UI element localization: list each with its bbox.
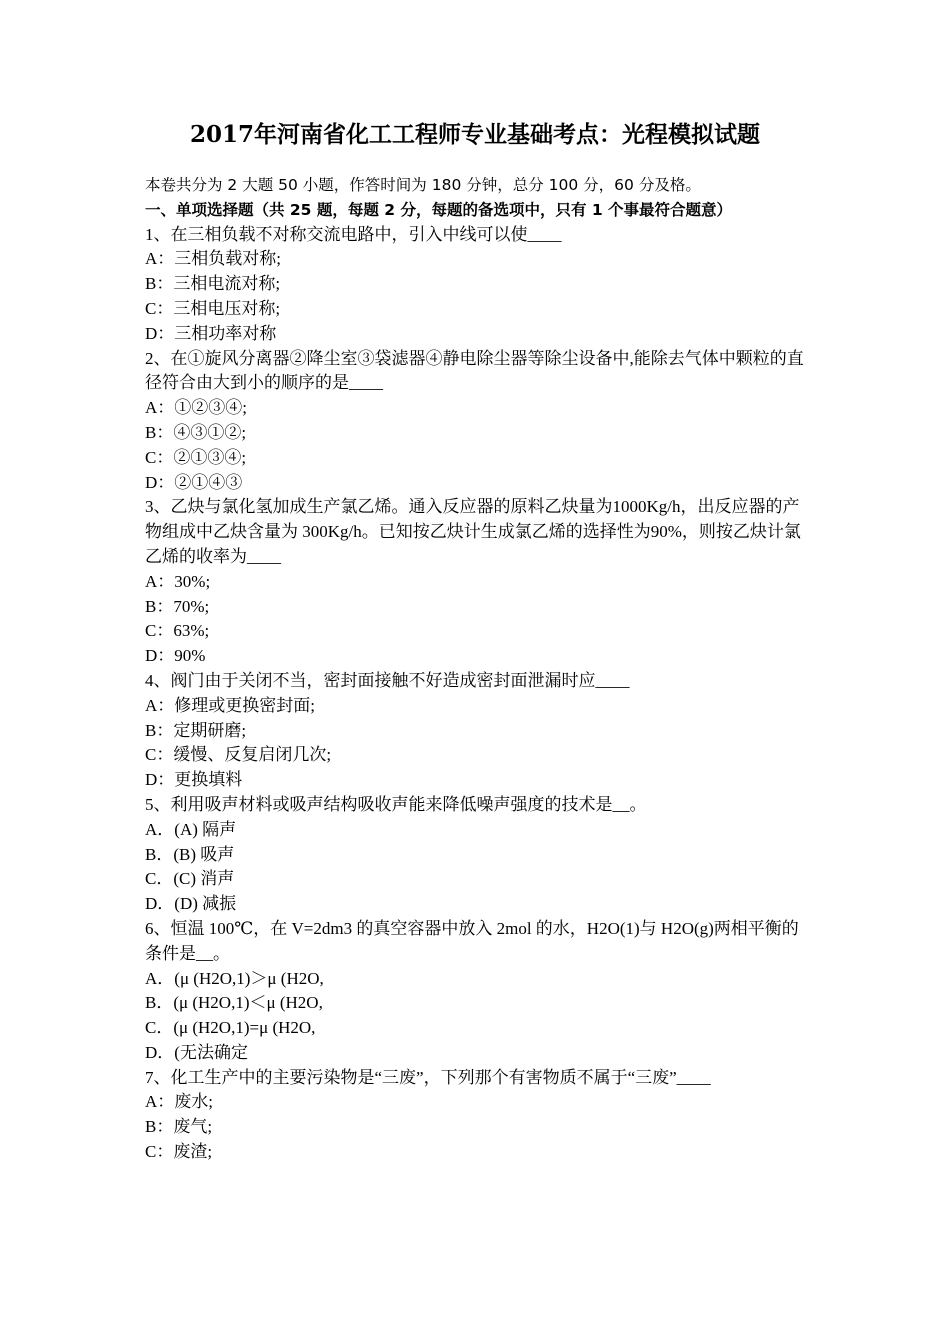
option-c: C：63%;: [145, 621, 210, 641]
question-stem: 3、乙炔与氯化氢加成生产氯乙烯。通入反应器的原料乙炔量为1000Kg/h，出反应器的产物组成中乙炔含量为 300Kg/h。已知按乙炔计生成氯乙烯的选择性为90%，则按乙炔计氯乙烯的收率为____: [145, 497, 801, 566]
option-b: B：定期研磨;: [145, 720, 247, 740]
question-1: [145, 223, 809, 347]
option-d: D．(无法确定: [145, 1042, 248, 1062]
option-a: A：废水;: [145, 1092, 213, 1112]
document-body: [145, 173, 809, 1165]
question-stem: 7、化工生产中的主要污染物是“三废”，下列那个有害物质不属于“三废”____: [145, 1067, 711, 1087]
question-5: [145, 793, 809, 917]
option-a: A：修理或更换密封面;: [145, 695, 315, 715]
question-2: [145, 347, 809, 496]
option-a: A：三相负载对称;: [145, 249, 281, 269]
option-b: B：70%;: [145, 596, 210, 616]
option-a: A．(A) 隔声: [145, 819, 237, 839]
option-c: C：废渣;: [145, 1142, 213, 1162]
option-c: C：②①③④;: [145, 447, 247, 467]
question-stem: 2、在①旋风分离器②降尘室③袋滤器④静电除尘器等除尘设备中,能除去气体中颗粒的直径符合由大到小的顺序的是____: [145, 348, 804, 393]
option-c: C：三相电压对称;: [145, 298, 281, 318]
question-stem: 1、在三相负载不对称交流电路中，引入中线可以使____: [145, 224, 562, 244]
option-c: C．(C) 消声: [145, 869, 235, 889]
option-c: C：缓慢、反复启闭几次;: [145, 745, 332, 765]
question-stem: 6、恒温 100℃，在 V=2dm3 的真空容器中放入 2mol 的水，H2O(1)与 H2O(g)两相平衡的条件是__。: [145, 918, 799, 963]
option-c: C．(μ (H2O,1)=μ (H2O,: [145, 1018, 316, 1038]
question-4: [145, 669, 809, 793]
question-3: [145, 495, 809, 669]
option-d: D：②①④③: [145, 472, 243, 492]
document-title: 2017年河南省化工工程师专业基础考点：光程模拟试题: [189, 121, 760, 148]
option-b: B：废气;: [145, 1117, 213, 1137]
option-d: D：更换填料: [145, 770, 243, 790]
option-d: D：三相功率对称: [145, 323, 277, 343]
option-b: B．(μ (H2O,1)＜μ (H2O,: [145, 993, 323, 1013]
question-stem: 5、利用吸声材料或吸声结构吸收声能来降低噪声强度的技术是__。: [145, 794, 647, 814]
option-b: B：三相电流对称;: [145, 274, 281, 294]
option-a: A：①②③④;: [145, 398, 247, 418]
option-b: B．(B) 吸声: [145, 844, 235, 864]
option-a: A：30%;: [145, 571, 211, 591]
option-a: A．(μ (H2O,1)＞μ (H2O,: [145, 968, 324, 988]
option-d: D．(D) 减振: [145, 894, 237, 914]
question-6: [145, 917, 809, 1066]
question-7: [145, 1066, 809, 1165]
option-d: D：90%: [145, 646, 206, 666]
section-heading: 一、单项选择题（共 25 题，每题 2 分，每题的备选项中，只有 1 个事最符合题意）: [145, 200, 733, 219]
option-b: B：④③①②;: [145, 422, 247, 442]
question-stem: 4、阀门由于关闭不当，密封面接触不好造成密封面泄漏时应____: [145, 670, 630, 690]
exam-intro: 本卷共分为 2 大题 50 小题，作答时间为 180 分钟，总分 100 分，60 分及格。: [145, 176, 701, 194]
